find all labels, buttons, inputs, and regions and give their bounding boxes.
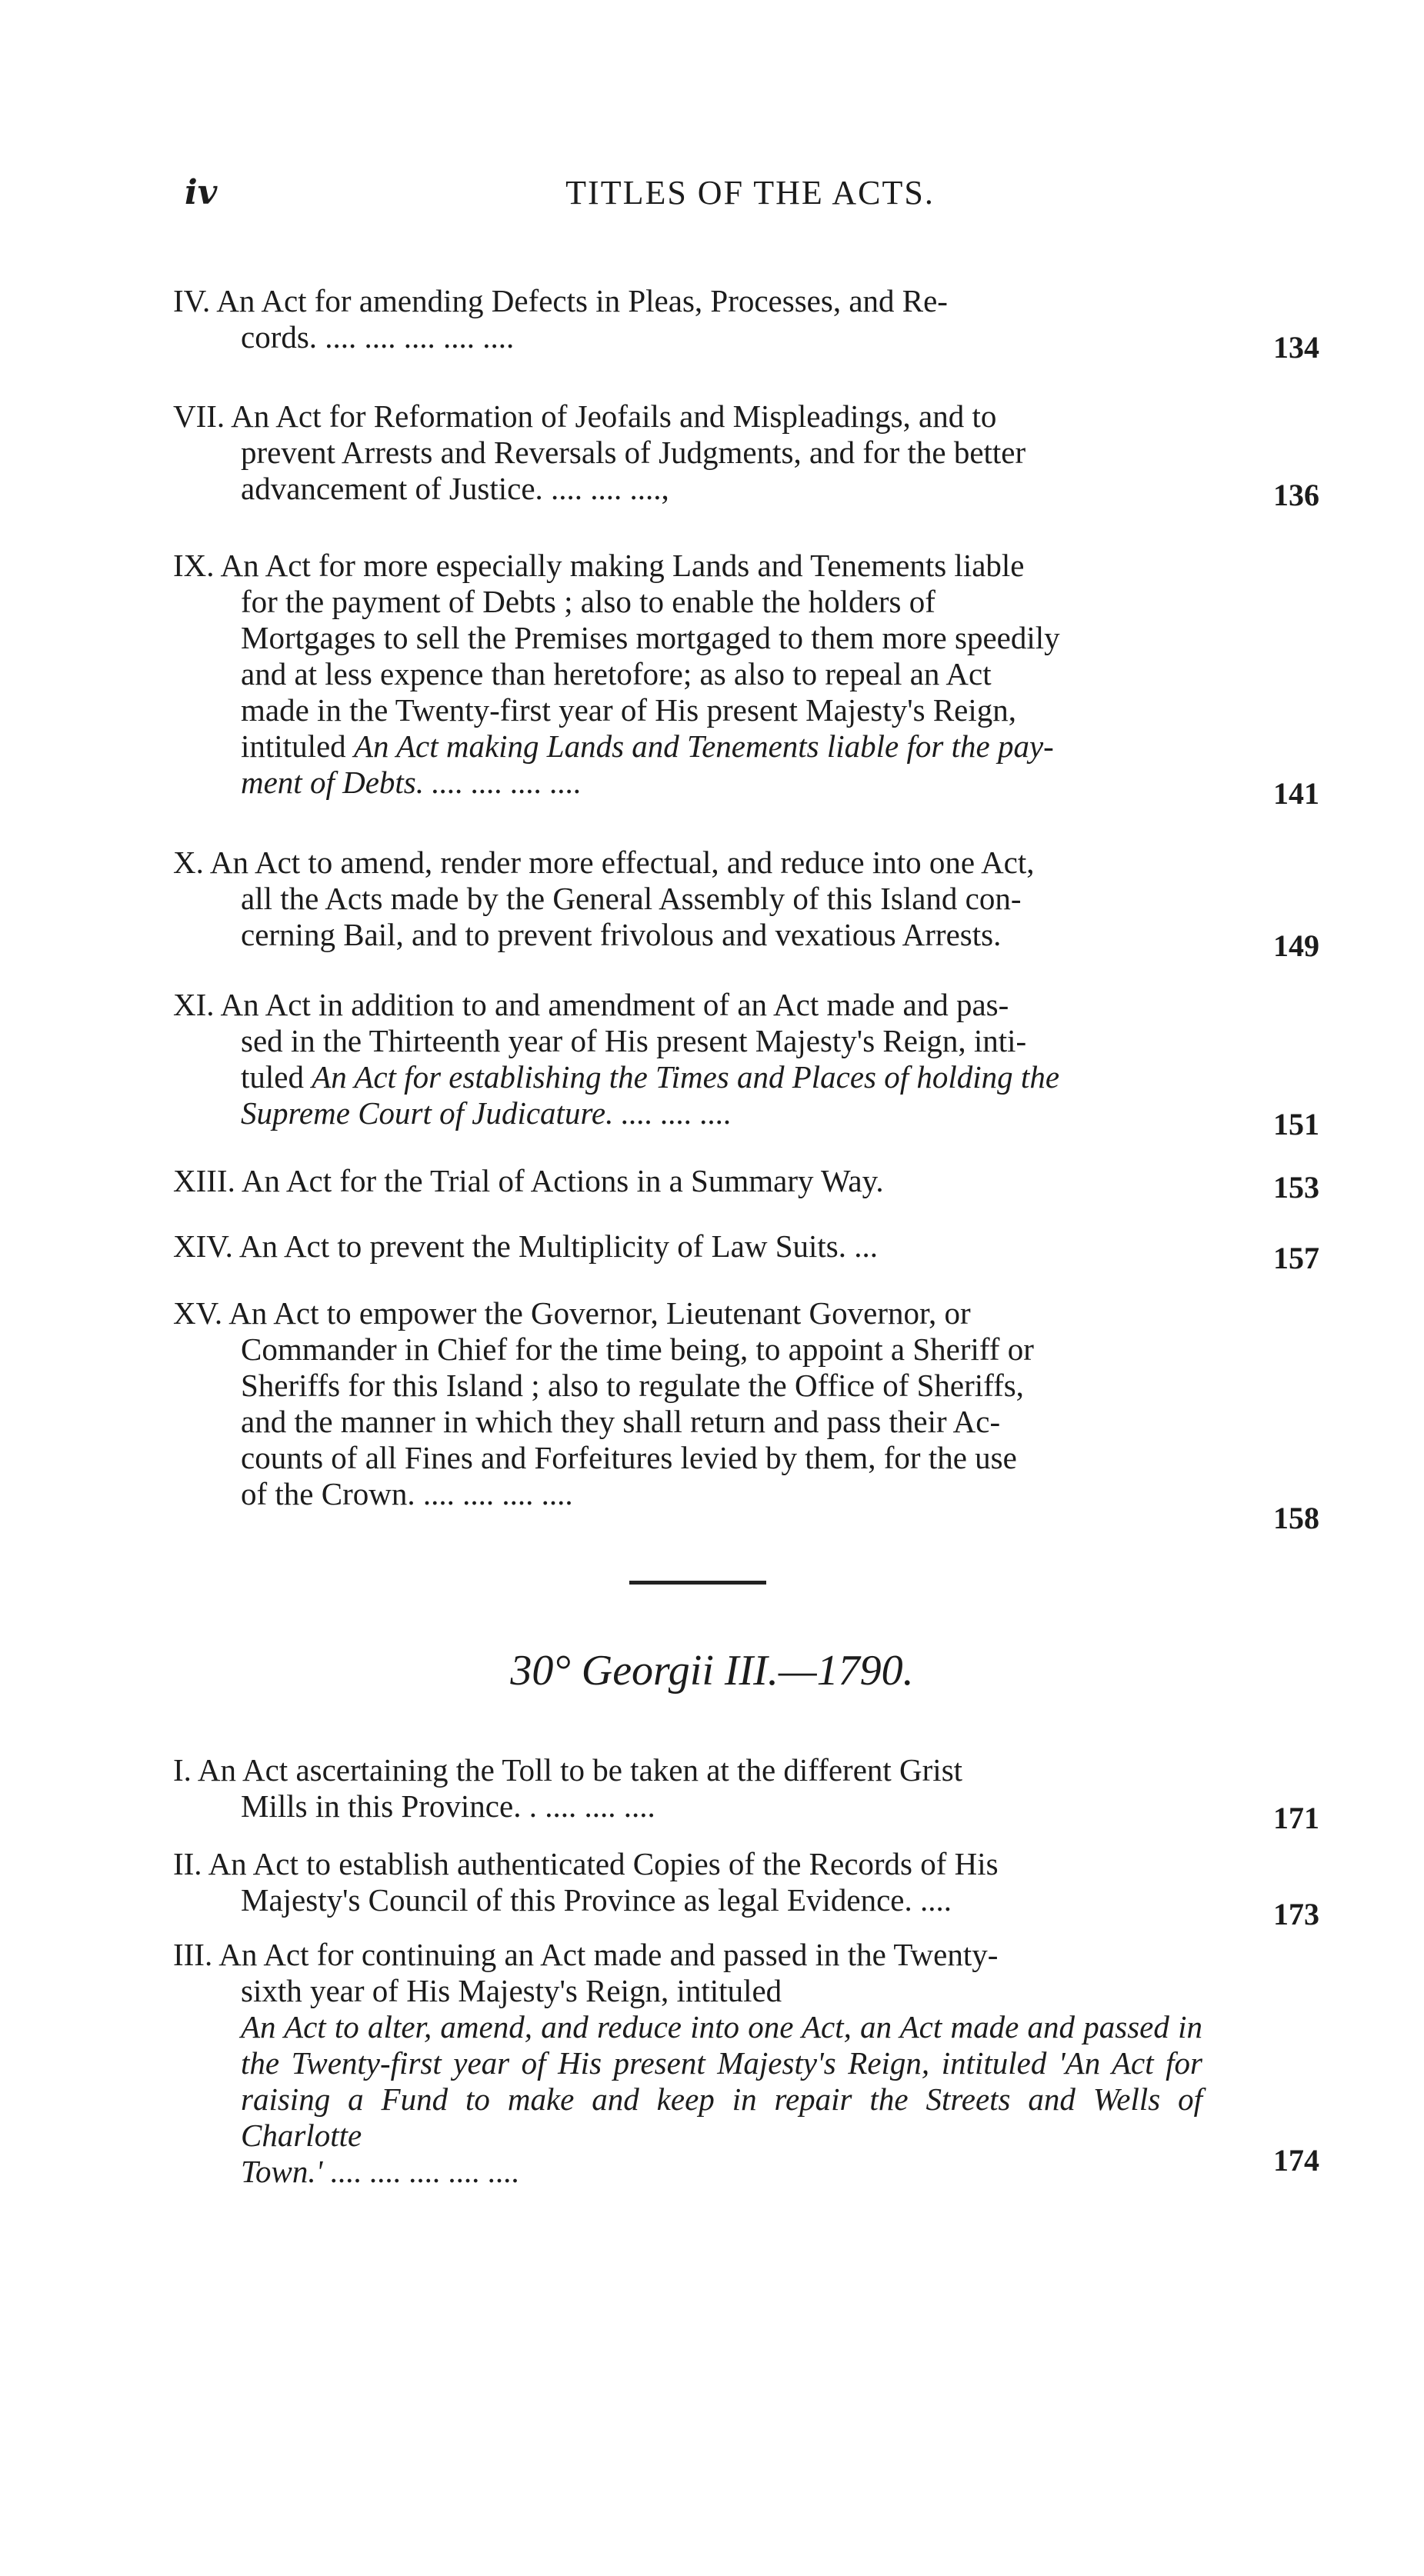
act-title-line: cerning Bail, and to prevent frivolous and vexatious Arrests. xyxy=(241,917,1002,952)
act-title-line: An Act in addition to and amendment of an Act made and pas- xyxy=(220,987,1009,1022)
act-entry-iv xyxy=(173,283,1219,355)
act-title-line: of the Crown. .... .... .... .... xyxy=(241,1476,573,1511)
page-reference: 171 xyxy=(1273,1801,1319,1835)
act-entry-x xyxy=(173,845,1219,953)
folio: iv xyxy=(185,173,218,212)
page-reference: 149 xyxy=(1273,928,1319,963)
act-number: IV. xyxy=(173,283,211,318)
page-reference: 151 xyxy=(1273,1107,1319,1141)
act-title-line: An Act for amending Defects in Pleas, Processes, and Re- xyxy=(216,283,948,318)
act-number: III. xyxy=(173,1937,213,1972)
act-number: XV. xyxy=(173,1295,223,1331)
act-title-line: sixth year of His Majesty's Reign, intituled xyxy=(241,1973,782,2008)
act-number: II. xyxy=(173,1846,202,1881)
section-heading: 30° Georgii III.—1790. xyxy=(510,1647,914,1695)
act-entry-xiv xyxy=(173,1228,1219,1265)
cited-act-title: An Act to alter, amend, and reduce into one Act, an Act made and passed in the Twenty-first year of His present Majesty's Reign, intituled 'An Act for raising a Fund to make and keep in repair the Streets and Wells of Charlotte xyxy=(241,2009,1202,2153)
act-number: XIV. xyxy=(173,1228,233,1264)
act-title-line: An Act for continuing an Act made and passed in the Twenty- xyxy=(218,1937,999,1972)
act-title-line: An Act for Reformation of Jeofails and Mispleadings, and to xyxy=(231,398,997,434)
act-title-line: An Act for more especially making Lands and Tenements liable xyxy=(220,548,1025,583)
act-title-line: made in the Twenty-first year of His present Majesty's Reign, xyxy=(241,692,1017,728)
act-title-line: An Act to amend, render more effectual, and reduce into one Act, xyxy=(209,845,1035,880)
act-title-line: An Act to establish authenticated Copies of the Records of His xyxy=(208,1846,999,1881)
act-title-line: An Act ascertaining the Toll to be taken at the different Grist xyxy=(197,1752,963,1788)
act-title-line: ment of Debts. .... .... .... .... xyxy=(241,765,582,800)
act-entry-vii xyxy=(173,398,1219,507)
act-title-line: Mortgages to sell the Premises mortgaged to them more speedily xyxy=(241,620,1060,655)
act-title-line: An Act for the Trial of Actions in a Summary Way. xyxy=(241,1163,884,1198)
page-reference: 153 xyxy=(1273,1170,1319,1205)
act-title-line: Majesty's Council of this Province as legal Evidence. .... xyxy=(241,1882,952,1918)
page-title: TITLES OF THE ACTS. xyxy=(565,174,935,212)
page-reference: 174 xyxy=(1273,2143,1319,2178)
cited-act-title: An Act for establishing the Times and Places of holding the xyxy=(312,1059,1060,1095)
act-number: IX. xyxy=(173,548,215,583)
act-title-line: advancement of Justice. .... .... ...., xyxy=(241,471,669,506)
act-title-line: and at less expence than heretofore; as also to repeal an Act xyxy=(241,656,992,691)
act-entry-ix xyxy=(173,548,1219,801)
act-number: XIII. xyxy=(173,1163,235,1198)
act-title-line: Supreme Court of Judicature. .... .... .... xyxy=(241,1095,732,1131)
act-title-line: tuled xyxy=(241,1059,304,1095)
act-title-line: An Act to prevent the Multiplicity of Law Suits. ... xyxy=(238,1228,878,1264)
act-entry-1790-iii xyxy=(173,1937,1219,2190)
act-title-line: prevent Arrests and Reversals of Judgments, and for the better xyxy=(241,435,1026,470)
act-title-line: counts of all Fines and Forfeitures levied by them, for the use xyxy=(241,1440,1017,1475)
act-number: I. xyxy=(173,1752,192,1788)
section-divider xyxy=(629,1581,766,1585)
page-reference: 141 xyxy=(1273,776,1319,811)
act-number: VII. xyxy=(173,398,225,434)
act-title-line: for the payment of Debts ; also to enable the holders of xyxy=(241,584,935,619)
act-title-line: Sheriffs for this Island ; also to regulate the Office of Sheriffs, xyxy=(241,1368,1024,1403)
act-title-line: intituled xyxy=(241,728,346,764)
act-title-line: cords. .... .... .... .... .... xyxy=(241,319,515,355)
act-title-line: sed in the Thirteenth year of His present Majesty's Reign, inti- xyxy=(241,1023,1027,1058)
act-title-line: Mills in this Province. . .... .... .... xyxy=(241,1788,655,1824)
running-head xyxy=(185,173,1316,219)
act-entry-xv xyxy=(173,1295,1219,1512)
page-reference: 136 xyxy=(1273,478,1319,512)
act-title-line: all the Acts made by the General Assembly of this Island con- xyxy=(241,881,1022,916)
act-entry-1790-ii xyxy=(173,1846,1219,1918)
page-reference: 134 xyxy=(1273,330,1319,365)
act-number: X. xyxy=(173,845,204,880)
act-entry-xi xyxy=(173,987,1219,1131)
page-reference: 173 xyxy=(1273,1897,1319,1931)
act-title-line: An Act to empower the Governor, Lieutenant Governor, or xyxy=(228,1295,971,1331)
act-title-line: Commander in Chief for the time being, to appoint a Sheriff or xyxy=(241,1331,1034,1367)
cited-act-title: An Act making Lands and Tenements liable for the pay- xyxy=(353,728,1054,764)
page-reference: 157 xyxy=(1273,1241,1319,1275)
act-entry-xiii xyxy=(173,1163,1219,1199)
act-title-line: Town.' .... .... .... .... .... xyxy=(241,2154,520,2189)
act-number: XI. xyxy=(173,987,215,1022)
page-reference: 158 xyxy=(1273,1501,1319,1535)
act-entry-1790-i xyxy=(173,1752,1219,1825)
act-title-line: and the manner in which they shall return and pass their Ac- xyxy=(241,1404,1001,1439)
